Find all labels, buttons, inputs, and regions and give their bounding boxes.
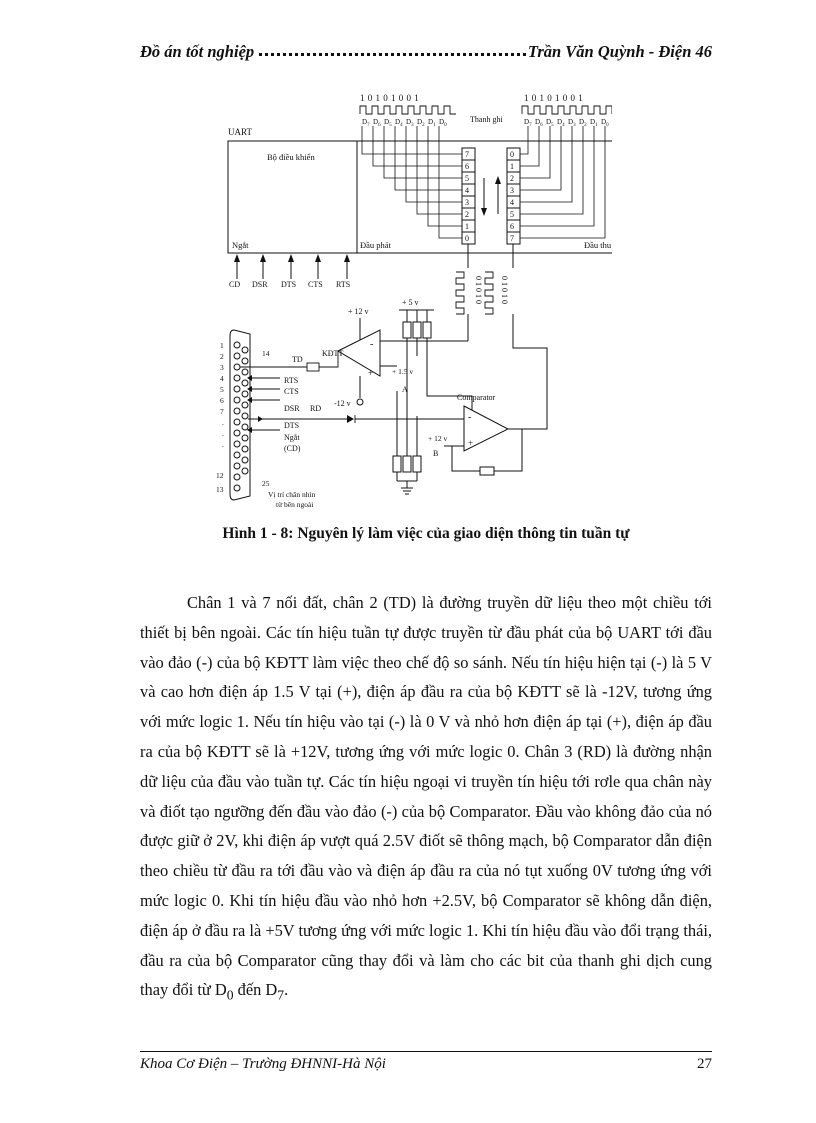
bit-label: $D_4$: [395, 118, 403, 128]
footer-rule: [140, 1051, 712, 1052]
bit-label: $D_4$: [557, 118, 565, 128]
pin-25: 25: [262, 479, 270, 488]
signal-dsr: DSR: [252, 280, 268, 289]
footer-left: Khoa Cơ Điện – Trường ĐHNNI-Hà Nội: [140, 1056, 386, 1072]
bit-label: $D_5$: [384, 118, 392, 128]
register-cell: 3: [510, 186, 514, 195]
pin-number: 3: [220, 363, 224, 372]
op-amp-kdtt: [338, 330, 380, 376]
pin-number: 5: [220, 385, 224, 394]
bit-label: $D_0$: [439, 118, 447, 128]
bits-vertical-right: 0 1 0 1 0: [500, 276, 509, 304]
pin-label: Ngắt: [284, 433, 300, 442]
bit-label: $D_6$: [373, 118, 381, 128]
supply-1-5v: + 1.5 v: [392, 367, 414, 376]
connector-view-note-2: từ bên ngoài: [276, 500, 314, 509]
circuit-diagram: [212, 86, 612, 516]
supply-12v: + 12 v: [348, 307, 369, 316]
resistor-array-bottom: [393, 456, 421, 472]
register-cell: 1: [510, 162, 514, 171]
pin-signal-labels: [284, 355, 321, 453]
bit-label: $D_6$: [535, 118, 543, 128]
supply-neg12v: -12 v: [334, 399, 351, 408]
controller-label: Bộ điều khiển: [267, 152, 315, 162]
register-cell: 0: [465, 234, 469, 243]
pulse-train-right: [522, 106, 612, 114]
register-cell: 0: [510, 150, 514, 159]
register-cell: 6: [465, 162, 469, 171]
register-cell: 3: [465, 198, 469, 207]
plus-sign: +: [468, 438, 474, 448]
pin-number: 6: [220, 396, 224, 405]
page-number: 27: [697, 1056, 712, 1072]
pin-number: 4: [220, 374, 224, 383]
supply-12v-b: + 12 v: [428, 434, 448, 443]
minus-sign: -: [370, 339, 374, 350]
feedback-resistor: [480, 467, 494, 475]
op-amp-label: KĐTT: [322, 349, 344, 358]
signal-cd: CD: [229, 280, 241, 289]
signal-rts: RTS: [336, 280, 351, 289]
node-b: B: [433, 449, 439, 458]
pin-number: .: [222, 440, 224, 449]
bit-label: $D_2$: [579, 118, 587, 128]
register-cell: 5: [510, 210, 514, 219]
pulse-train-left: [360, 106, 456, 114]
rd-diode: [347, 415, 354, 423]
connector-numbers: [216, 341, 224, 494]
register-cell: 5: [465, 174, 469, 183]
bit-fan-lines-left: [362, 126, 462, 238]
control-signal-arrows: [234, 254, 350, 279]
pin-label: RD: [310, 404, 322, 413]
pin-number: 2: [220, 352, 224, 361]
connector-signal-lines: [240, 351, 464, 433]
shift-register-left: [462, 148, 475, 244]
pin-label: (CD): [284, 444, 301, 453]
figure-serial-interface-diagram: [212, 86, 612, 516]
body-paragraph: Chân 1 và 7 nối đất, chân 2 (TD) là đường truyền dữ liệu theo một chiều tới thiết bị bên ngoài. Các tín hiệu tuần tự được truyền từ đầu phát của bộ UART tới đầu vào đảo (-) của bộ KĐTT làm việc theo chế độ so sánh. Nếu tín hiệu hiện tại (-) là 5 V và cao hơn điện áp 1.5 V tại (+), điện áp đầu ra của bộ KĐTT sẽ là -12V, tương ứng với mức logic 1. Nếu tín hiệu vào tại (-) là 0 V và nhỏ hơn điện áp tại (+), điện áp đầu ra của bộ KĐTT sẽ là +12V, tương ứng với mức logic 0. Chân 3 (RD) là đường nhận dữ liệu của đầu vào tuần tự. Các tín hiệu ngoại vi truyền tín hiệu tới rơle qua chân này và điốt tạo ngưỡng đến đầu vào đảo (-) của bộ Comparator. Đầu vào không đảo của nó được giữ ở 2V, khi điện áp vượt quá 2.5V điốt sẽ thông mạch, bộ Comparator dẫn điện theo chiều từ đầu ra tới đầu vào và điện áp đầu ra của nó tụt xuống 0V tương ứng với mức logic 0. Khi tín hiệu đầu vào nhỏ hơn +2.5V, bộ Comparator sẽ không dẫn điện, điện áp ở đầu ra là +5V tương ứng với mức logic 1. Khi tín hiệu đầu vào đổi trạng thái, đầu ra của bộ Comparator cũng thay đổi và làm cho các bit của thanh ghi dịch cung thay đổi từ $D_0$ đến $D_7$.: [140, 593, 712, 1003]
pin-number: 12: [216, 471, 224, 480]
comparator-label: Comparator: [457, 393, 496, 402]
bit-label: $D_3$: [406, 118, 414, 128]
signal-cts: CTS: [308, 280, 323, 289]
register-cell: 4: [465, 186, 469, 195]
receiver-label: Đầu thu: [584, 240, 612, 250]
pin-label: CTS: [284, 387, 299, 396]
register-label: Thanh ghi: [470, 115, 503, 124]
pin-number: 13: [216, 485, 224, 494]
pin-label: RTS: [284, 376, 299, 385]
bits-top-right: 1 0 1 0 1 0 0 1: [524, 93, 584, 103]
pulse-vertical-left: [456, 272, 464, 314]
page-header: [140, 42, 712, 66]
bit-label: $D_5$: [546, 118, 554, 128]
pulse-vertical-right: [485, 272, 493, 314]
pin-number: 1: [220, 341, 224, 350]
supply-5v: + 5 v: [402, 298, 419, 307]
figure-caption: Hình 1 - 8: Nguyên lý làm việc của giao diện thông tin tuần tự: [222, 525, 630, 542]
header-right-author: Trần Văn Quỳnh - Điện 46: [527, 42, 712, 61]
node-a: A: [402, 385, 408, 394]
bit-label: $D_1$: [428, 118, 436, 128]
bit-label: $D_0$: [601, 118, 609, 128]
signal-dts: DTS: [281, 280, 297, 289]
uart-label: UART: [228, 127, 252, 137]
register-cell: 4: [510, 198, 514, 207]
bit-label: $D_7$: [362, 118, 370, 128]
register-cell: 7: [465, 150, 469, 159]
resistor-array-top: [403, 322, 431, 338]
shift-register-right: [507, 148, 520, 244]
pin-label: TD: [292, 355, 303, 364]
register-cell: 2: [465, 210, 469, 219]
bits-vertical-left: 0 1 0 1 0: [474, 276, 483, 304]
register-cell: 7: [510, 234, 514, 243]
pin-label: DTS: [284, 421, 300, 430]
register-cell: 2: [510, 174, 514, 183]
pin-number: .: [222, 429, 224, 438]
pin-14: 14: [262, 349, 270, 358]
body-text: [140, 588, 712, 1010]
data-bit-labels-left: [362, 118, 447, 128]
td-resistor: [307, 363, 319, 371]
connector-view-note-1: Vị trí chân nhìn: [268, 490, 316, 499]
pin-number: .: [222, 418, 224, 427]
bit-label: $D_1$: [590, 118, 598, 128]
bits-top-left: 1 0 1 0 1 0 0 1: [360, 93, 420, 103]
register-cell: 6: [510, 222, 514, 231]
data-bit-labels-right: [524, 118, 609, 128]
register-cell: 1: [465, 222, 469, 231]
control-signal-labels: [229, 280, 350, 289]
interrupt-label: Ngắt: [232, 240, 249, 250]
pin-label: DSR: [284, 404, 300, 413]
pin-number: 7: [220, 407, 224, 416]
bit-label: $D_7$: [524, 118, 532, 128]
ground-symbol-icon: [401, 488, 413, 494]
transmitter-label: Đầu phát: [360, 240, 391, 250]
bit-label: $D_3$: [568, 118, 576, 128]
bit-label: $D_2$: [417, 118, 425, 128]
plus-sign: +: [368, 368, 374, 378]
bit-fan-lines-right: [520, 126, 605, 238]
minus-sign: -: [468, 412, 472, 423]
header-left-title: Đồ án tốt nghiệp: [140, 42, 255, 61]
